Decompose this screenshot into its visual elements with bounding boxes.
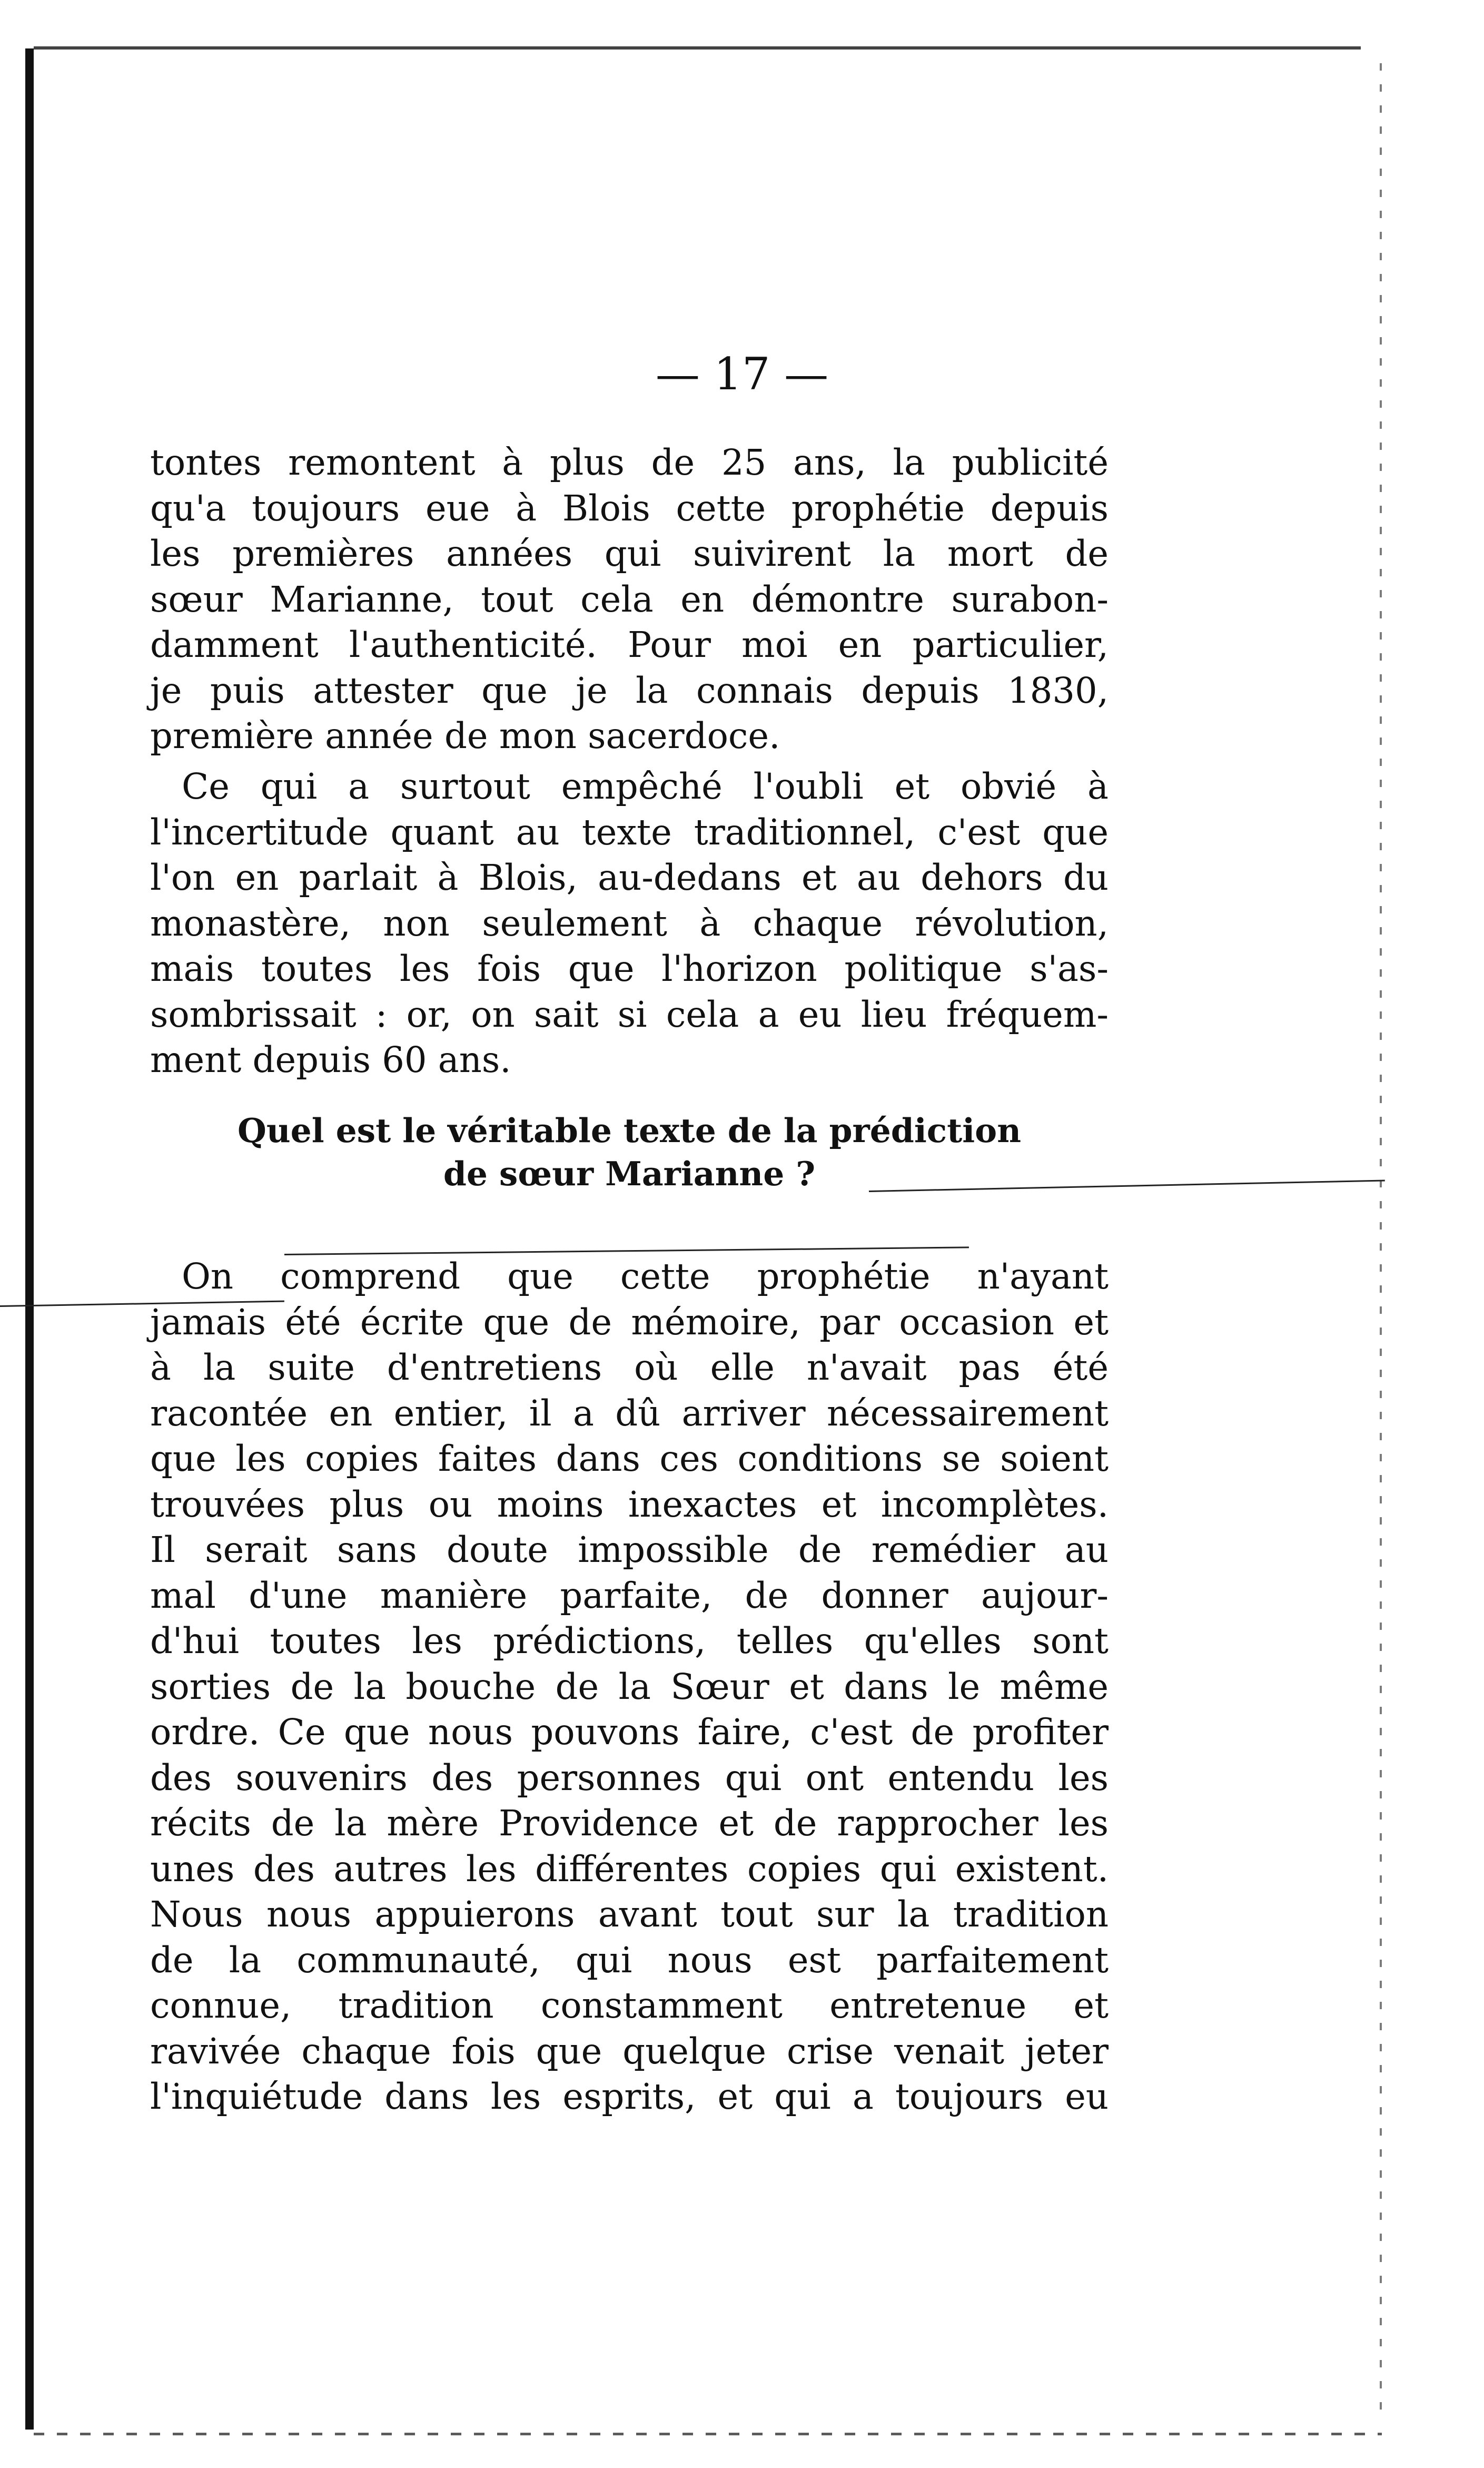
text-line: première année de mon sacerdoce. — [150, 715, 780, 756]
text-line: l'on en parlait à Blois, au-dedans et au dehors du — [150, 857, 1109, 898]
paragraph-2 — [150, 764, 1109, 1083]
text-line: des souvenirs des personnes qui ont entendu les — [150, 1757, 1109, 1798]
text-line: récits de la mère Providence et de rapprocher les — [150, 1803, 1109, 1844]
text-line: ment depuis 60 ans. — [150, 1039, 511, 1080]
paragraph-1 — [150, 440, 1109, 759]
text-line: sombrissait : or, on sait si cela a eu lieu fréquem- — [150, 994, 1109, 1035]
text-line: mais toutes les fois que l'horizon politique s'as- — [150, 948, 1109, 989]
text-line: jamais été écrite que de mémoire, par occasion et — [150, 1301, 1109, 1343]
text-line: qu'a toujours eue à Blois cette prophétie depuis — [150, 487, 1109, 529]
text-line: tontes remontent à plus de 25 ans, la publicité — [150, 442, 1109, 483]
text-line: Il serait sans doute impossible de remédier au — [150, 1529, 1109, 1570]
text-line: d'hui toutes les prédictions, telles qu'elles sont — [150, 1620, 1109, 1661]
text-line: damment l'authenticité. Pour moi en particulier, — [150, 624, 1109, 665]
text-line: Nous nous appuierons avant tout sur la tradition — [150, 1894, 1109, 1935]
text-line: l'incertitude quant au texte traditionnel, c'est que — [150, 811, 1109, 853]
text-line: monastère, non seulement à chaque révolution, — [150, 902, 1109, 944]
heading-line-2: de sœur Marianne ? — [443, 1154, 816, 1193]
text-line: On comprend que cette prophétie n'ayant — [182, 1256, 1109, 1297]
page-edge-bottom — [34, 2433, 1382, 2435]
page-edge-top — [34, 46, 1361, 50]
text-line: sœur Marianne, tout cela en démontre surabon- — [150, 578, 1109, 620]
page-edge-right — [1380, 63, 1382, 2423]
text-line: les premières années qui suivirent la mort de — [150, 533, 1109, 574]
text-line: ravivée chaque fois que quelque crise venait jeter — [150, 2030, 1109, 2072]
paragraph-3 — [150, 1254, 1109, 2120]
text-line: Ce qui a surtout empêché l'oubli et obvié à — [182, 766, 1109, 807]
page-edge-left — [25, 48, 34, 2430]
section-heading — [145, 1109, 1114, 1195]
text-line: à la suite d'entretiens où elle n'avait pas été — [150, 1347, 1109, 1388]
text-line: ordre. Ce que nous pouvons faire, c'est de profiter — [150, 1712, 1109, 1753]
text-line: l'inquiétude dans les esprits, et qui a toujours eu — [150, 2076, 1109, 2117]
text-line: trouvées plus ou moins inexactes et incomplètes. — [150, 1483, 1109, 1525]
text-line: de la communauté, qui nous est parfaitement — [150, 1939, 1109, 1981]
text-line: je puis attester que je la connais depuis 1830, — [150, 670, 1109, 711]
heading-line-1: Quel est le véritable texte de la prédiction — [237, 1111, 1022, 1150]
text-line: racontée en entier, il a dû arriver nécessairement — [150, 1392, 1109, 1434]
text-line: mal d'une manière parfaite, de donner aujour- — [150, 1575, 1109, 1616]
text-line: sorties de la bouche de la Sœur et dans le même — [150, 1666, 1109, 1707]
text-line: connue, tradition constamment entretenue et — [150, 1985, 1109, 2026]
page-number: — 17 — — [655, 348, 829, 400]
text-line: que les copies faites dans ces conditions se soient — [150, 1438, 1109, 1479]
text-line: unes des autres les différentes copies qui existent. — [150, 1848, 1109, 1890]
